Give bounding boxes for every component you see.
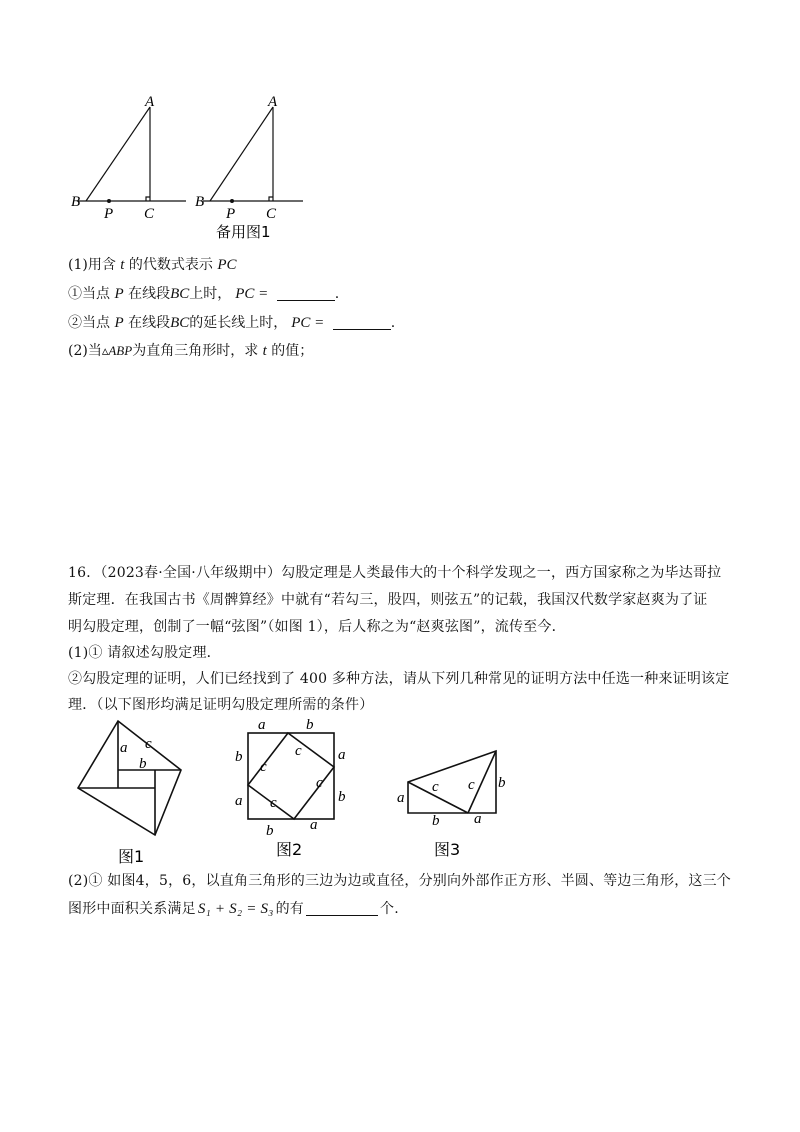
q16-part2-line1: (2)① 如图4，5，6，以直角三角形的三边为边或直径，分别向外部作正方形、半圆、等边三角形，这三个	[68, 873, 732, 889]
label-p-right: P	[226, 206, 236, 222]
fig1-label-b: b	[139, 756, 147, 772]
fig3-caption: 图3	[434, 840, 461, 859]
q15-item2: ②当点 P 在线段BC的延长线上时， PC = .	[68, 315, 396, 331]
backup-figure-1	[60, 88, 320, 248]
fig1-label-a: a	[120, 740, 128, 756]
label-p-left: P	[104, 206, 114, 222]
answer-blank-2[interactable]	[333, 315, 391, 330]
fig2-label-c-1: c	[295, 743, 302, 759]
fig2-label-c-4: c	[270, 795, 277, 811]
fig2-label-c-2: c	[260, 759, 267, 775]
q16-line5: ②勾股定理的证明，人们已经找到了 400 多种方法，请从下列几种常见的证明方法中任选一种来证明该定	[68, 671, 730, 687]
triangle-right	[203, 107, 303, 201]
fig3-label-c-2: c	[468, 777, 475, 793]
figure-1-zhao-diagram	[70, 718, 190, 868]
fig2-label-b-top: b	[306, 717, 314, 733]
fig2-caption: 图2	[276, 840, 303, 859]
fig1-caption: 图1	[118, 847, 145, 866]
fig1-label-c: c	[145, 736, 152, 752]
point-p-right	[230, 199, 234, 203]
answer-blank-3[interactable]	[306, 901, 378, 916]
fig3-label-a-left: a	[397, 790, 405, 806]
q15-item1: ①当点 P 在线段BC上时， PC = .	[68, 286, 340, 302]
fig2-label-a-left: a	[235, 793, 243, 809]
fig2-label-a-bottom: a	[310, 817, 318, 833]
figure-2-square-diagram	[230, 715, 360, 870]
q16-line4: (1)① 请叙述勾股定理．	[68, 645, 221, 661]
label-a-left: A	[145, 94, 155, 110]
q16-line1: 16．（2023春·全国·八年级期中）勾股定理是人类最伟大的十个科学发现之一，西方国家称之为毕达哥拉	[68, 565, 722, 581]
q15-part1: (1)用含 t 的代数式表示 PC	[68, 257, 237, 273]
fig3-label-b-bottom: b	[432, 813, 440, 829]
label-c-right: C	[266, 206, 277, 222]
label-c-left: C	[144, 206, 155, 222]
figure-3-trapezoid-diagram	[392, 745, 512, 870]
q16-line2: 斯定理．在我国古书《周髀算经》中就有“若勾三，股四，则弦五”的记载，我国汉代数学家赵爽为了证	[68, 592, 708, 608]
q16-part2-line2: 图形中面积关系满足 S₁ + S₂ = S₃ 的有 个.	[68, 901, 399, 917]
q16-line3: 明勾股定理，创制了一幅“弦图”（如图 1），后人称之为“赵爽弦图”，流传至今．	[68, 619, 566, 635]
answer-blank-1[interactable]	[277, 286, 335, 301]
point-p-left	[107, 199, 111, 203]
label-b-right: B	[195, 194, 205, 210]
fig2-label-b-left: b	[235, 749, 243, 765]
fig2-label-a-top: a	[258, 717, 266, 733]
fig2-label-a-right: a	[338, 747, 346, 763]
fig2-label-b-bottom: b	[266, 823, 274, 839]
q15-part2: (2)当▵ABP为直角三角形时，求 t 的值；	[68, 343, 314, 359]
fig3-label-a-bottom: a	[474, 811, 482, 827]
fig3-label-c-1: c	[432, 779, 439, 795]
triangle-left	[78, 107, 186, 201]
backup-figure-caption: 备用图1	[216, 223, 271, 241]
fig2-label-b-right: b	[338, 789, 346, 805]
label-a-right: A	[268, 94, 278, 110]
q16-line6: 理．（以下图形均满足证明勾股定理所需的条件）	[68, 697, 374, 713]
fig2-label-c-3: c	[316, 775, 323, 791]
label-b-left: B	[71, 194, 81, 210]
fig3-label-b-right: b	[498, 775, 506, 791]
